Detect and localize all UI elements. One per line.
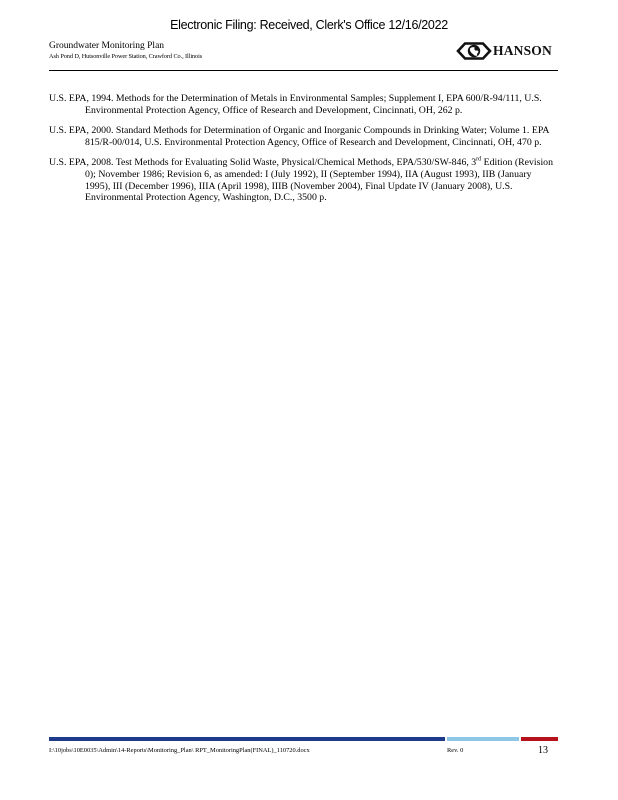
hanson-globe-logo-icon [456,40,492,62]
company-logo [456,39,552,63]
footer-bar-navy [49,737,445,741]
ordinal-superscript: rd [476,157,482,164]
company-name: HANSON [493,43,552,58]
document-title: Groundwater Monitoring Plan [49,41,165,51]
footer-file-path: I:\10jobs\10E0035\Admin\14-Reports\Monitoring_Plan\ RPT_MonitoringPlan(FINAL)_110720.docx [49,747,310,754]
reference-list [49,93,554,213]
reference-text: Edition (Revision 0); November 1986; Revision 6, as amended: I (July 1992), II (September 1994), IIA (August 1993), IIB (January 1995), III (December 1996), IIIA (April 1998), IIIB (November 2004), Final Update IV (January 2008), U.S. Environmental Protection Agency, Washington, D.C., 3500 p. [85,157,553,204]
running-header [49,41,202,61]
reference-entry: U.S. EPA, 1994. Methods for the Determination of Metals in Environmental Samples; Supplement I, EPA 600/R-94/111, U.S. Environmental Protection Agency, Office of Research and Development, Cincinnati, OH, 262 p. [49,93,542,116]
header-rule [49,70,558,71]
reference-entry [49,157,554,203]
footer-bar-light-blue [447,737,519,741]
page-number: 13 [538,745,548,756]
electronic-filing-stamp: Electronic Filing: Received, Clerk's Office 12/16/2022 [170,18,448,32]
footer-bar-red [521,737,558,741]
reference-text: U.S. EPA, 2008. Test Methods for Evaluating Solid Waste, Physical/Chemical Methods, EPA/530/SW-846, 3 [49,157,477,169]
footer-revision: Rev. 0 [447,747,464,754]
document-subtitle: Ash Pond D, Hutsonville Power Station, Crawford Co., Illinois [49,53,203,60]
reference-entry: U.S. EPA, 2000. Standard Methods for Determination of Organic and Inorganic Compounds in Drinking Water; Volume 1. EPA 815/R-00/014, U.S. Environmental Protection Agency, Office of Research and Development, Cincinnati, OH, 470 p. [49,125,549,148]
